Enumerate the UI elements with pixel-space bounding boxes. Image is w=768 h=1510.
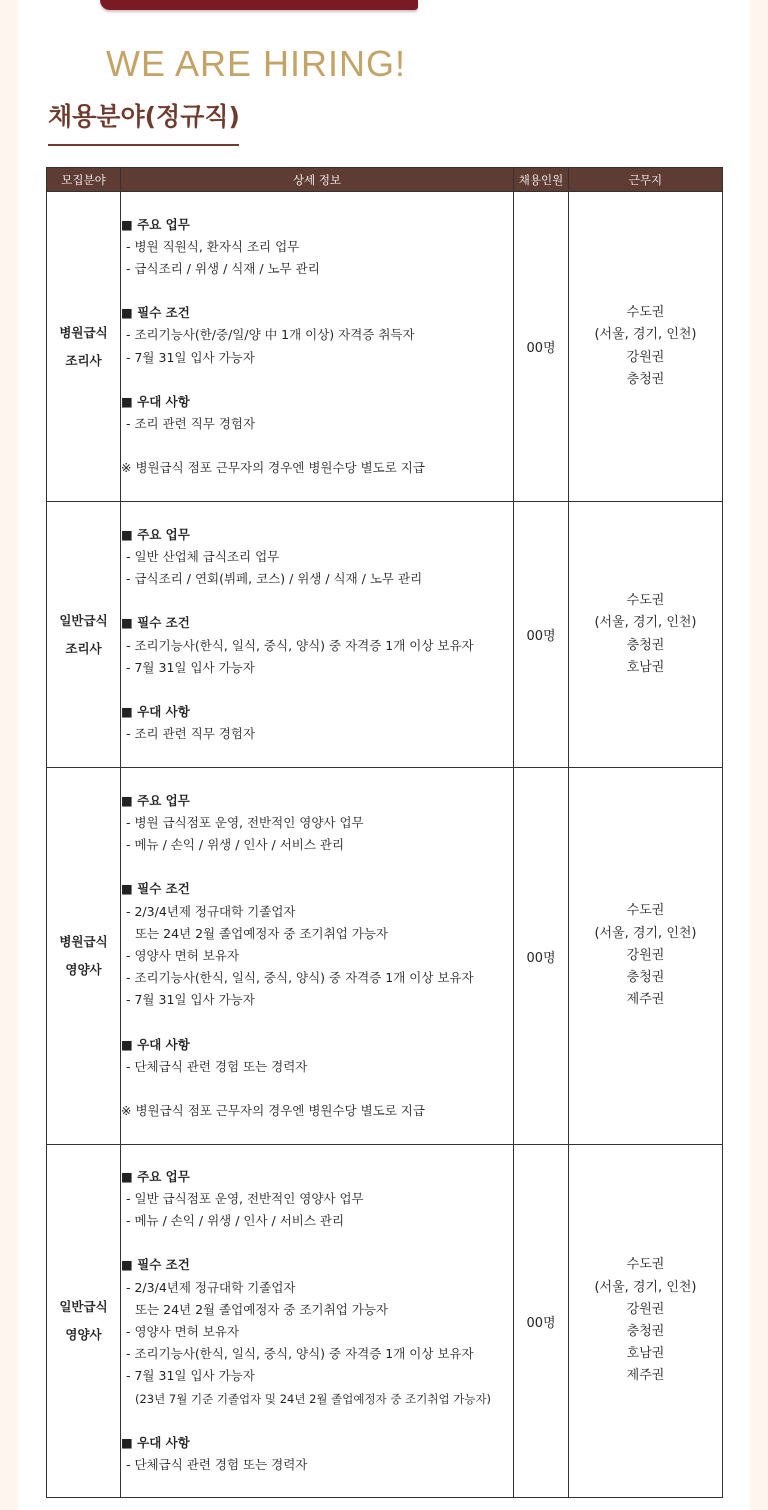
req-title: ■ 필수 조건 [121, 305, 190, 321]
table-row [47, 192, 723, 502]
detail-cell [121, 768, 514, 1145]
pref-title: ■ 우대 사항 [121, 1434, 190, 1450]
req-item: - 조리기능사(한식, 일식, 중식, 양식) 중 자격증 1개 이상 보유자 [126, 637, 474, 653]
field-cell: 병원급식 조리사 [47, 192, 121, 502]
req-item: - 영양사 면허 보유자 [126, 948, 240, 963]
count-cell: 00명 [514, 1145, 569, 1498]
pref-item: - 조리 관련 직무 경험자 [126, 726, 256, 742]
count-cell: 00명 [514, 192, 569, 502]
req-title: ■ 필수 조건 [121, 881, 190, 897]
note-text: ※ 병원급식 점포 근무자의 경우엔 병원수당 별도로 지급 [121, 460, 425, 476]
req-item: - 7월 31일 입사 가능자 [126, 1368, 255, 1384]
pref-item: - 조리 관련 직무 경험자 [126, 416, 256, 431]
pref-title: ■ 우대 사항 [121, 1036, 190, 1052]
req-item: 또는 24년 2월 졸업예정자 중 조기취업 가능자 [135, 1301, 388, 1317]
duty-item: - 일반 급식점포 운영, 전반적인 영양사 업무 [126, 1190, 364, 1206]
duty-item: - 메뉴 / 손익 / 위생 / 인사 / 서비스 관리 [126, 837, 345, 853]
duties-title: ■ 주요 업무 [121, 792, 190, 808]
region-cell: 수도권 (서울, 경기, 인천) 충청권 호남권 [569, 502, 723, 768]
pref-item: - 단체급식 관련 경험 또는 경력자 [126, 1058, 308, 1074]
note-text: ※ 병원급식 점포 근무자의 경우엔 병원수당 별도로 지급 [121, 1103, 425, 1119]
req-item: - 7월 31일 입사 가능자 [126, 659, 255, 675]
count-cell: 00명 [514, 768, 569, 1145]
duty-item: - 급식조리 / 위생 / 식재 / 노무 관리 [126, 260, 320, 276]
duty-item: - 병원 직원식, 환자식 조리 업무 [126, 238, 300, 254]
req-item: 또는 24년 2월 졸업예정자 중 조기취업 가능자 [135, 925, 388, 941]
header-count: 채용인원 [514, 168, 569, 192]
req-item: - 조리기능사(한/중/일/양 中 1개 이상) 자격증 취득자 [126, 327, 415, 343]
hiring-heading: WE ARE HIRING! [106, 43, 407, 84]
detail-cell [121, 502, 514, 768]
header-detail: 상세 정보 [121, 168, 514, 192]
pref-item: - 단체급식 관련 경험 또는 경력자 [126, 1457, 308, 1473]
req-item: - 조리기능사(한식, 일식, 중식, 양식) 중 자격증 1개 이상 보유자 [126, 970, 474, 986]
req-item: - 2/3/4년제 정규대학 기졸업자 [126, 903, 296, 919]
duties-title: ■ 주요 업무 [121, 526, 190, 542]
req-title: ■ 필수 조건 [121, 1257, 190, 1273]
region-cell: 수도권 (서울, 경기, 인천) 강원권 충청권 제주권 [569, 768, 723, 1145]
req-item: - 조리기능사(한식, 일식, 중식, 양식) 중 자격증 1개 이상 보유자 [126, 1346, 474, 1362]
table-row [47, 502, 723, 768]
duty-item: - 급식조리 / 연회(뷔페, 코스) / 위생 / 식재 / 노무 관리 [126, 571, 423, 587]
req-item: - 7월 31일 입사 가능자 [126, 992, 255, 1008]
header-region: 근무지 [569, 168, 723, 192]
req-item: - 2/3/4년제 정규대학 기졸업자 [126, 1279, 296, 1295]
title-underline [48, 144, 239, 146]
count-cell: 00명 [514, 502, 569, 768]
field-cell: 일반급식 조리사 [47, 502, 121, 768]
region-cell: 수도권 (서울, 경기, 인천) 강원권 충청권 호남권 제주권 [569, 1145, 723, 1498]
duties-title: ■ 주요 업무 [121, 1168, 190, 1184]
req-title: ■ 필수 조건 [121, 615, 190, 631]
duty-item: - 메뉴 / 손익 / 위생 / 인사 / 서비스 관리 [126, 1213, 345, 1229]
duties-title: ■ 주요 업무 [121, 216, 190, 232]
detail-cell [121, 1145, 514, 1498]
duty-item: - 병원 급식점포 운영, 전반적인 영양사 업무 [126, 814, 364, 830]
req-item: - 7월 31일 입사 가능자 [126, 349, 255, 365]
pref-title: ■ 우대 사항 [121, 393, 190, 409]
jobs-table [46, 167, 723, 1498]
detail-cell [121, 192, 514, 502]
req-item: - 영양사 면허 보유자 [126, 1324, 240, 1339]
section-title: 채용분야(정규직) [48, 102, 240, 131]
field-cell: 일반급식 영양사 [47, 1145, 121, 1498]
region-cell: 수도권 (서울, 경기, 인천) 강원권 충청권 [569, 192, 723, 502]
field-cell: 병원급식 영양사 [47, 768, 121, 1145]
table-header-row [47, 168, 723, 192]
req-item: (23년 7월 기준 기졸업자 및 24년 2월 졸업예정자 중 조기취업 가능자) [135, 1391, 492, 1406]
table-row [47, 1145, 723, 1498]
header-field: 모집분야 [47, 168, 121, 192]
duty-item: - 일반 산업체 급식조리 업무 [126, 548, 280, 564]
table-row [47, 768, 723, 1145]
banner-ribbon [100, 0, 418, 10]
pref-title: ■ 우대 사항 [121, 703, 190, 719]
